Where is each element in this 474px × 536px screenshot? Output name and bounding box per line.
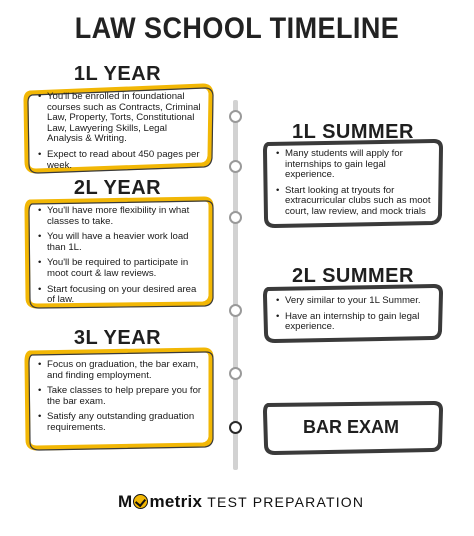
timeline-node-2l-summer (229, 304, 242, 317)
timeline-node-1l-summer (229, 160, 242, 173)
heading-2l-summer: 2L SUMMER (292, 265, 414, 287)
logo-brand-suffix: metrix (149, 492, 203, 511)
card-1l-year-text (38, 92, 203, 176)
heading-1l-summer: 1L SUMMER (292, 121, 414, 143)
page-title: LAW SCHOOL TIMELINE (74, 12, 400, 45)
bullet-2l-year-2: • You will have a heavier work load than 1L. (38, 232, 203, 253)
heading-3l-year: 3L YEAR (73, 327, 162, 349)
bullet-2l-year-1: • You'll have more flexibility in what classes to take. (38, 206, 203, 227)
bullet-1l-summer-2: • Start looking at tryouts for extracurricular clubs such as moot court, law review, and mock trials (276, 186, 434, 218)
bullet-2l-summer-2: • Have an internship to gain legal experience. (276, 312, 434, 333)
card-2l-summer-text (276, 296, 434, 338)
bullet-1l-year-1: • You'll be enrolled in foundational courses such as Contracts, Criminal Law, Property, Torts, Constitutional Law, Lawyering Skills, Legal Analysis & Writing. (38, 92, 203, 145)
heading-1l-year: 1L YEAR (73, 63, 162, 85)
bullet-2l-year-3: • You'll be required to participate in moot court & law reviews. (38, 258, 203, 279)
logo-brand-prefix: M (118, 492, 133, 511)
card-1l-summer-text (276, 149, 434, 223)
card-2l-year-text (38, 206, 203, 311)
heading-2l-year: 2L YEAR (73, 177, 162, 199)
bullet-3l-year-2: • Take classes to help prepare you for the bar exam. (38, 386, 203, 407)
checkmark-circle-icon (133, 494, 148, 509)
bullet-1l-summer-1: • Many students will apply for internships to gain legal experience. (276, 149, 434, 181)
timeline-node-3l-year (229, 367, 242, 380)
timeline-node-1l-year (229, 110, 242, 123)
card-3l-year-text (38, 360, 203, 439)
bullet-3l-year-3: • Satisfy any outstanding graduation requirements. (38, 412, 203, 433)
mometrix-logo (118, 492, 365, 518)
bullet-3l-year-1: • Focus on graduation, the bar exam, and finding employment. (38, 360, 203, 381)
logo-brand (118, 492, 202, 511)
bullet-2l-year-4: • Start focusing on your desired area of law. (38, 285, 203, 306)
logo-tagline: TEST PREPARATION (207, 494, 365, 510)
bar-exam-label: BAR EXAM (302, 417, 399, 437)
bullet-2l-summer-1: • Very similar to your 1L Summer. (276, 296, 434, 307)
timeline-node-bar-exam (229, 421, 242, 434)
timeline-node-2l-year (229, 211, 242, 224)
bullet-1l-year-2: • Expect to read about 450 pages per week. (38, 150, 203, 171)
